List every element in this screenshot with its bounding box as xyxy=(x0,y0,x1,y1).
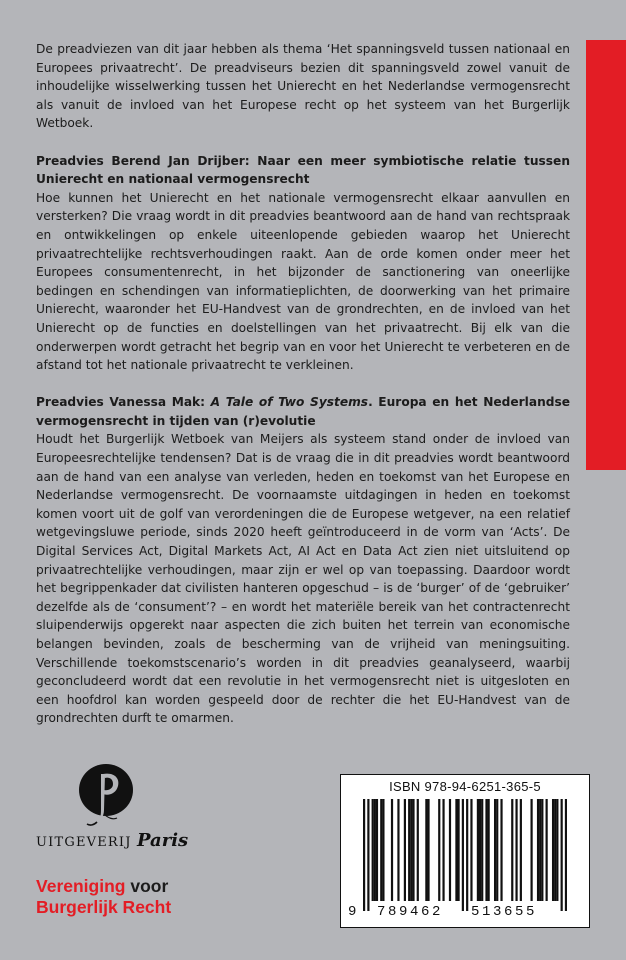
barcode-bar xyxy=(466,799,468,911)
barcode-digits-right: 513655 xyxy=(471,904,538,920)
association-line-2: Burgerlijk Recht xyxy=(36,897,172,917)
barcode-bar xyxy=(438,799,440,901)
barcode-bar xyxy=(425,799,427,901)
section-mak xyxy=(36,393,570,728)
barcode-bar xyxy=(408,799,410,901)
association-name-voor: voor xyxy=(125,876,169,896)
section-mak-heading-pre: Preadvies Vanessa Mak: xyxy=(36,395,211,410)
barcode-bar xyxy=(541,799,543,901)
barcode-bar xyxy=(363,799,365,911)
back-cover-text xyxy=(36,40,570,728)
barcode-bar xyxy=(520,799,522,901)
section-mak-heading xyxy=(36,393,570,430)
isbn-label: ISBN 978-94-6251-365-5 xyxy=(389,779,541,794)
publisher-p-monogram-icon xyxy=(70,762,142,828)
barcode-bar xyxy=(397,799,399,901)
barcode-bar xyxy=(477,799,479,901)
barcode-bar xyxy=(455,799,457,901)
barcode-bar xyxy=(561,799,563,911)
section-mak-heading-title: A Tale of Two Systems xyxy=(210,395,369,410)
barcode-bar xyxy=(500,799,502,901)
barcode-bar xyxy=(374,799,376,901)
intro-paragraph: De preadviezen van dit jaar hebben als thema ‘Het spanningsveld tussen nationaal en Europees privaatrecht’. De preadviseurs bezien dit spanningsveld zowel vanuit de inhoudelijke wisselwerking tussen het Unierecht en het Nederlandse vermogensrecht als vanuit de invloed van het Europese recht op het systeem van het Burgerlijk Wetboek. xyxy=(36,42,570,131)
association-name-red: Vereniging xyxy=(36,876,126,896)
barcode-bar xyxy=(488,799,490,901)
barcode-bar xyxy=(485,799,487,901)
barcode-bar xyxy=(449,799,451,901)
barcode-bar xyxy=(457,799,459,901)
barcode-bar xyxy=(496,799,498,901)
barcode-bar xyxy=(530,799,532,901)
isbn-barcode xyxy=(340,774,590,928)
barcode-bar xyxy=(412,799,414,901)
barcode-bar xyxy=(367,799,369,911)
barcode-bar xyxy=(481,799,483,901)
barcode-bar xyxy=(382,799,384,901)
barcode-bar xyxy=(462,799,464,911)
barcode-bar xyxy=(511,799,513,901)
barcode-bar xyxy=(494,799,496,901)
barcode-bars xyxy=(363,799,567,915)
barcode-bar xyxy=(391,799,393,901)
section-drijber xyxy=(36,152,570,375)
association-logo xyxy=(36,876,171,918)
barcode-bar xyxy=(537,799,539,901)
barcode-bar xyxy=(546,799,548,901)
publisher-name-prefix: UITGEVERIJ xyxy=(36,835,132,850)
barcode-bar xyxy=(470,799,472,901)
publisher-name xyxy=(36,830,188,851)
section-mak-body: Houdt het Burgerlijk Wetboek van Meijers als systeem stand onder de invloed van Europeesrechtelijke tendensen? Dat is de vraag die in dit preadvies wordt beantwoord aan de hand van een analyse van verleden, heden en toekomst van het Europese en Nederlandse vermogensrecht. De voornaamste uitdagingen in heden en toekomst komen voort uit de golf van verordeningen die de Europese wetgever, na een relatief wetgevingsluwe periode, sinds 2020 heeft geïntroduceerd in de vorm van ‘Acts’. De Digital Services Act, Digital Markets Act, AI Act en Data Act zien niet uitsluitend op privaatrechtelijke verhoudingen, maar zijn er wel op van toepassing. Daardoor wordt het begrippenkader dat civilisten hanteren opgeschud – is de ‘burger’ of de ‘gebruiker’ dezelfde als de ‘consument’? – en wordt het materiële bereik van het contractenrecht sluipenderwijs opgerekt naar aspecten die zich buiten het terrein van economische belangen bevinden, zoals de bescherming van de vrijheid van meningsuiting. Verschillende toekomstscenario’s worden in dit preadvies geanalyseerd, waarbij geconcludeerd wordt dat een revolutie in het vermogensrecht niet is uitgesloten en een hoofdrol kan worden gespeeld door de rechter die het EU-Handvest van de grondrechten durft te omarmen. xyxy=(36,432,570,726)
barcode-bar xyxy=(479,799,481,901)
publisher-name-suffix: Paris xyxy=(137,830,189,851)
barcode-bar xyxy=(427,799,429,901)
barcode-bar xyxy=(552,799,554,901)
barcode-digits-left: 789462 xyxy=(377,904,444,920)
publisher-logo xyxy=(36,762,196,862)
barcode-digit-first: 9 xyxy=(348,904,357,920)
barcode-bar xyxy=(410,799,412,901)
barcode-bar xyxy=(380,799,382,901)
section-drijber-body: Hoe kunnen het Unierecht en het nationale vermogensrecht elkaar aanvullen en versterken? Die vraag wordt in dit preadvies beantwoord aan de hand van rechtspraak en ontwikkelingen op enkele uiteenlopende gebieden waarop het Unierecht privaatrechtelijke rechtsverhoudingen raakt. Aan de orde komen onder meer het Europees consumentenrecht, in het bijzonder de sanctionering van oneerlijke bedingen en schendingen van informatieplichten, de doorwerking van het primaire Unierecht, waaronder het EU-Handvest van de grondrechten, en de invloed van het Unierecht op de functies en doelstellingen van het privaatrecht. Bij elk van die onderwerpen wordt getracht het begrip van en voor het Unierecht te verbeteren en de afstand tot het nationale privaatrecht te verkleinen. xyxy=(36,190,570,373)
barcode-bar xyxy=(565,799,567,911)
section-mak-heading-post: . Europa en het Nederlandse vermogensrecht in tijden van (r)evolutie xyxy=(36,395,570,428)
barcode-bar xyxy=(404,799,406,901)
barcode-bar xyxy=(417,799,419,901)
barcode-bar xyxy=(442,799,444,901)
association-line-1 xyxy=(36,876,171,897)
red-accent-bar xyxy=(586,40,626,470)
barcode-bar xyxy=(376,799,378,901)
barcode-bar xyxy=(554,799,556,901)
barcode-bar xyxy=(556,799,558,901)
barcode-bar xyxy=(515,799,517,901)
barcode-bar xyxy=(372,799,374,901)
section-drijber-heading: Preadvies Berend Jan Drijber: Naar een meer symbiotische relatie tussen Unierecht en nationaal vermogensrecht xyxy=(36,153,570,187)
barcode-bar xyxy=(539,799,541,901)
